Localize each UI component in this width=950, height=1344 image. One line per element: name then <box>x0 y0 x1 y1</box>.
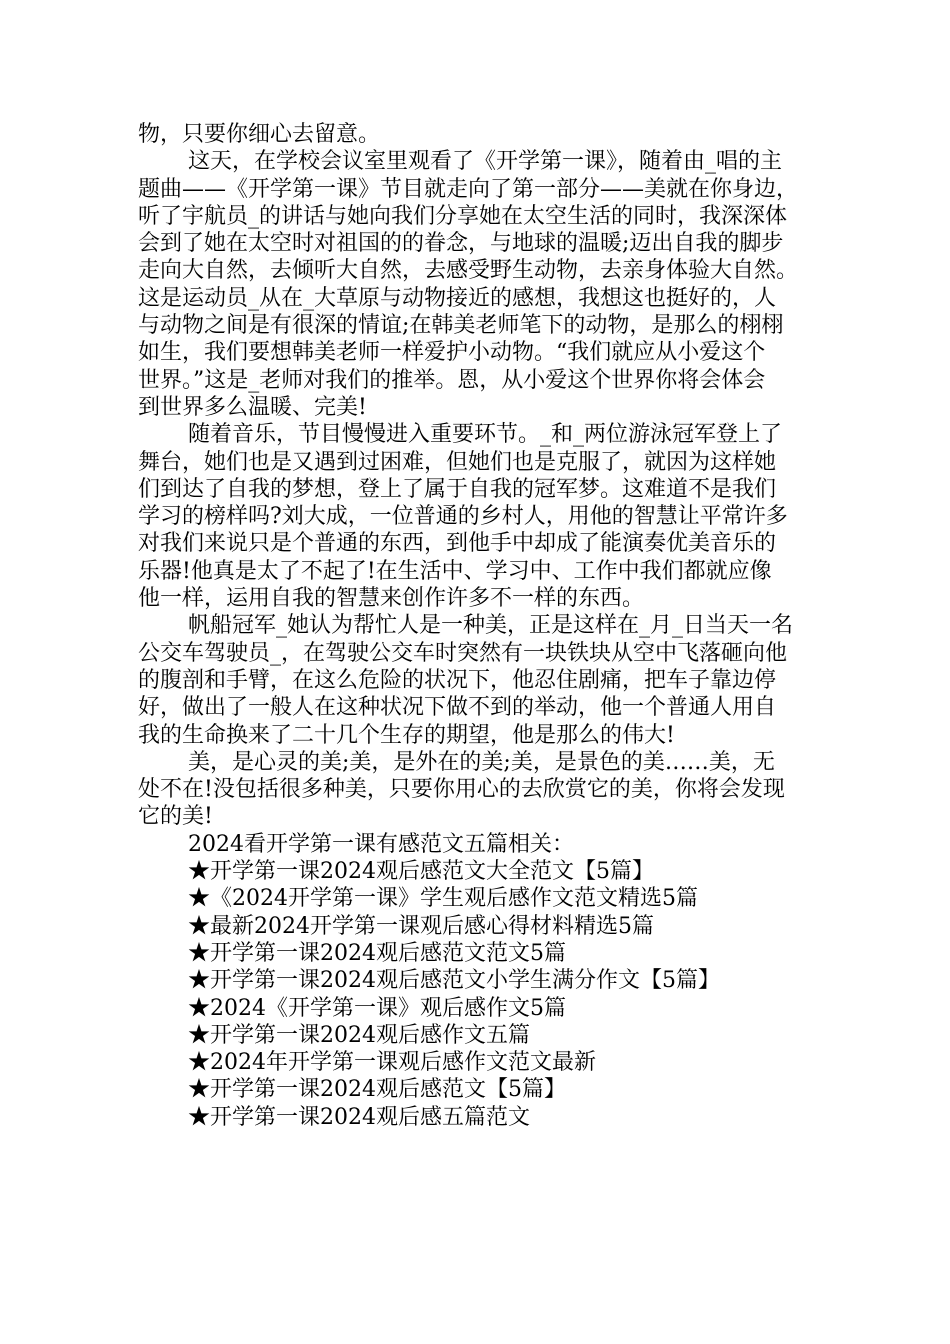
text-line: 的腹剖和手臂，在这么危险的状况下，他忍住剧痛，把车子靠边停 <box>138 667 777 693</box>
related-heading: 2024看开学第一课有感范文五篇相关： <box>188 831 574 857</box>
text-line: 如生，我们要想韩美老师一样爱护小动物。“我们就应从小爱这个 <box>138 340 766 366</box>
related-link[interactable]: ★开学第一课2024观后感五篇范文 <box>188 1104 530 1130</box>
text-line: 学习的榜样吗?刘大成，一位普通的乡村人，用他的智慧让平常许多 <box>138 504 788 530</box>
text-line: 到世界多么温暖、完美! <box>138 394 367 420</box>
related-link[interactable]: ★开学第一课2024观后感范文范文5篇 <box>188 940 566 966</box>
text-line: 美，是心灵的美;美，是外在的美;美，是景色的美……美，无 <box>188 749 775 775</box>
article-body <box>138 121 818 1131</box>
paragraph-2 <box>138 148 818 421</box>
text-line: 走向大自然，去倾听大自然，去感受野生动物，去亲身体验大自然。 <box>138 258 799 284</box>
text-line: 它的美! <box>138 804 213 830</box>
related-link[interactable]: ★2024《开学第一课》观后感作文5篇 <box>188 995 566 1021</box>
paragraph-3 <box>138 421 818 612</box>
related-link[interactable]: ★开学第一课2024观后感范文小学生满分作文【5篇】 <box>188 968 720 994</box>
text-line: 物，只要你细心去留意。 <box>138 122 381 147</box>
text-line: 们到达了自我的梦想，登上了属于自我的冠军梦。这难道不是我们 <box>138 476 777 502</box>
related-link[interactable]: ★开学第一课2024观后感范文【5篇】 <box>188 1077 566 1103</box>
paragraph-5 <box>138 749 818 831</box>
text-line: 随着音乐，节目慢慢进入重要环节。_和_两位游泳冠军登上了 <box>188 422 783 448</box>
text-line: 处不在!没包括很多种美，只要你用心的去欣赏它的美，你将会发现 <box>138 777 785 803</box>
text-line: 这是运动员_从在_大草原与动物接近的感想，我想这也挺好的，人 <box>138 285 777 311</box>
text-line: 公交车驾驶员_，在驾驶公交车时突然有一块铁块从空中飞落砸向他 <box>138 640 788 666</box>
text-line: 对我们来说只是个普通的东西，到他手中却成了能演奏优美音乐的 <box>138 531 777 557</box>
text-line: 乐器!他真是太了不起了!在生活中、学习中、工作中我们都就应像 <box>138 558 772 584</box>
text-line: 好，做出了一般人在这种状况下做不到的举动，他一个普通人用自 <box>138 695 777 721</box>
text-line: 题曲——《开学第一课》节目就走向了第一部分——美就在你身边， <box>138 176 799 202</box>
related-link[interactable]: ★《2024开学第一课》学生观后感作文范文精选5篇 <box>188 886 698 912</box>
related-link[interactable]: ★开学第一课2024观后感范文大全范文【5篇】 <box>188 859 654 885</box>
paragraph-1 <box>138 121 818 148</box>
related-link[interactable]: ★2024年开学第一课观后感作文范文最新 <box>188 1050 596 1076</box>
text-line: 帆船冠军_她认为帮忙人是一种美，正是这样在_月_日当天一名 <box>188 613 794 639</box>
text-line: 会到了她在太空时对祖国的的眷念，与地球的温暖;迈出自我的脚步 <box>138 231 784 257</box>
text-line: 舞台，她们也是又遇到过困难，但她们也是克服了，就因为这样她 <box>138 449 777 475</box>
text-line: 世界。”这是_老师对我们的推举。恩，从小爱这个世界你将会体会 <box>138 367 766 393</box>
text-line: 与动物之间是有很深的情谊;在韩美老师笔下的动物，是那么的栩栩 <box>138 313 784 339</box>
paragraph-4 <box>138 612 818 748</box>
related-section <box>138 831 818 1131</box>
text-line: 听了宇航员_的讲话与她向我们分享她在太空生活的同时，我深深体 <box>138 203 788 229</box>
related-link[interactable]: ★开学第一课2024观后感作文五篇 <box>188 1022 530 1048</box>
text-line: 我的生命换来了二十几个生存的期望，他是那么的伟大! <box>138 722 675 748</box>
related-links-list <box>138 858 818 1131</box>
text-line: 这天，在学校会议室里观看了《开学第一课》，随着由_唱的主 <box>188 149 783 175</box>
related-link[interactable]: ★最新2024开学第一课观后感心得材料精选5篇 <box>188 913 654 939</box>
text-line: 他一样，运用自我的智慧来创作许多不一样的东西。 <box>138 586 645 612</box>
